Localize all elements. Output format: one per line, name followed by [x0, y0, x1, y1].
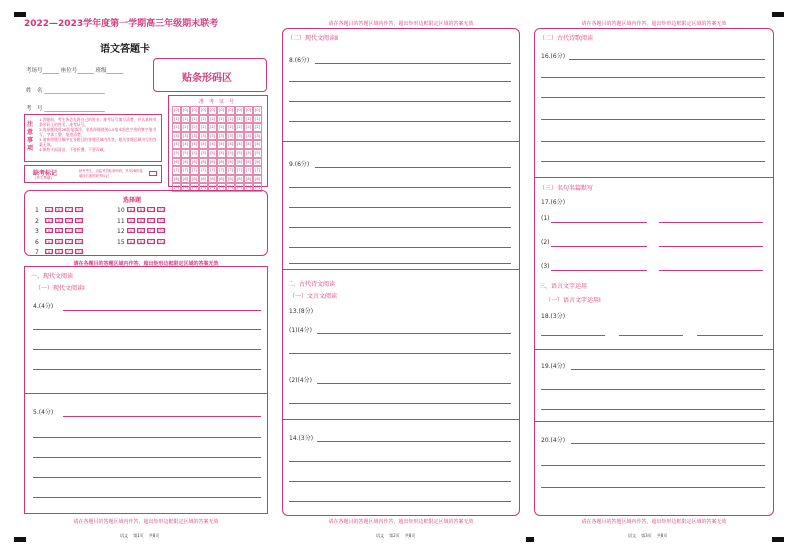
- answer-line[interactable]: [33, 437, 261, 438]
- answer-line[interactable]: [541, 141, 765, 142]
- answer-line[interactable]: [33, 457, 261, 458]
- digit-bubble[interactable]: [1]: [235, 115, 244, 124]
- answer-line[interactable]: [541, 409, 765, 410]
- absent-note: (考生禁填): [35, 176, 52, 180]
- digit-bubble[interactable]: [6]: [226, 158, 235, 167]
- digit-bubble[interactable]: [2]: [199, 123, 208, 132]
- option-bubble[interactable]: [C]: [148, 229, 154, 234]
- option-bubble[interactable]: [C]: [66, 250, 72, 255]
- answer-line[interactable]: [569, 59, 765, 60]
- footer-page-3: 语文 第3页 共8页: [628, 533, 668, 538]
- answer-line[interactable]: [289, 263, 511, 264]
- digit-bubble[interactable]: [4]: [208, 140, 217, 149]
- digit-bubble[interactable]: [8]: [217, 175, 226, 184]
- digit-bubble[interactable]: [0]: [199, 106, 208, 115]
- option-bubble[interactable]: [A]: [128, 208, 134, 213]
- option-bubble[interactable]: [C]: [148, 208, 154, 213]
- digit-bubble[interactable]: [2]: [253, 123, 262, 132]
- digit-bubble[interactable]: [9]: [244, 183, 253, 192]
- digit-grid[interactable]: [172, 106, 262, 192]
- option-bubble[interactable]: [B]: [56, 208, 62, 213]
- divider: [283, 141, 519, 142]
- digit-bubble[interactable]: [9]: [235, 183, 244, 192]
- digit-bubble[interactable]: [2]: [208, 123, 217, 132]
- question-number: 7: [35, 249, 39, 256]
- digit-bubble[interactable]: [0]: [208, 106, 217, 115]
- digit-bubble[interactable]: [2]: [235, 123, 244, 132]
- digit-bubble[interactable]: [2]: [190, 123, 199, 132]
- digit-bubble[interactable]: [4]: [226, 140, 235, 149]
- digit-bubble[interactable]: [8]: [226, 175, 235, 184]
- question-number: 10: [117, 207, 125, 214]
- option-bubble[interactable]: [D]: [158, 229, 165, 234]
- digit-bubble[interactable]: [7]: [199, 166, 208, 175]
- col1-warning-top: 请在各题目的答题区域内作答，超出矩形边框限定区域的答案无效: [73, 261, 219, 267]
- option-bubble[interactable]: [D]: [158, 208, 165, 213]
- digit-bubble[interactable]: [0]: [217, 106, 226, 115]
- mcq-row: [117, 207, 167, 214]
- answer-line[interactable]: [33, 477, 261, 478]
- answer-line[interactable]: [289, 207, 511, 208]
- digit-bubble[interactable]: [8]: [235, 175, 244, 184]
- digit-bubble[interactable]: [3]: [172, 132, 181, 141]
- answer-line[interactable]: [289, 101, 511, 102]
- digit-bubble[interactable]: [7]: [235, 166, 244, 175]
- col3-panel: [534, 28, 774, 516]
- col1-answer-box: [24, 266, 268, 514]
- digit-bubble[interactable]: [9]: [226, 183, 235, 192]
- option-bubble[interactable]: [D]: [158, 239, 165, 245]
- answer-line[interactable]: [289, 461, 511, 462]
- option-bubble[interactable]: [D]: [76, 250, 83, 255]
- question-9-label: 9.(6分): [289, 161, 310, 168]
- digit-bubble[interactable]: [1]: [253, 115, 262, 124]
- mcq-row: [35, 218, 85, 225]
- exam-title: 2022—2023学年度第一学期高三年级期末联考: [24, 19, 219, 29]
- subsection-famous-verses: （三）名句名篇默写: [539, 185, 594, 192]
- digit-bubble[interactable]: [3]: [190, 132, 199, 141]
- digit-bubble[interactable]: [0]: [244, 106, 253, 115]
- question-17-part-1: (1): [541, 215, 550, 222]
- question-17-part-2: (2): [541, 239, 550, 246]
- digit-bubble[interactable]: [9]: [172, 183, 181, 192]
- digit-bubble[interactable]: [5]: [181, 149, 190, 158]
- digit-bubble[interactable]: [1]: [244, 115, 253, 124]
- registration-mark-bottom-left: [14, 537, 26, 542]
- digit-bubble[interactable]: [8]: [190, 175, 199, 184]
- digit-bubble[interactable]: [3]: [208, 132, 217, 141]
- subsection-modern-reading-2: （二）现代文阅读Ⅱ: [287, 35, 338, 42]
- digit-bubble[interactable]: [9]: [181, 183, 190, 192]
- question-number: 12: [117, 228, 125, 235]
- mcq-row: [35, 249, 85, 256]
- notice-box: [24, 114, 162, 162]
- divider: [283, 269, 519, 270]
- question-18-label: 18.(3分): [541, 313, 566, 320]
- answer-line[interactable]: [289, 247, 511, 248]
- divider: [535, 177, 773, 178]
- digit-bubble[interactable]: [8]: [181, 175, 190, 184]
- answer-line[interactable]: [541, 119, 765, 120]
- answer-line[interactable]: [289, 403, 511, 404]
- section-modern-reading: 一、现代文阅读: [31, 273, 74, 280]
- exam-number-grid: [168, 95, 268, 190]
- notice-title: 注意事项: [27, 121, 34, 152]
- digit-bubble[interactable]: [4]: [253, 140, 262, 149]
- col2-warning-bottom: 请在各题目的答题区域内作答，超出矩形边框限定区域的答案无效: [328, 519, 474, 525]
- registration-mark-top-right: [772, 12, 784, 17]
- digit-bubble[interactable]: [5]: [208, 149, 217, 158]
- answer-line[interactable]: [551, 270, 647, 271]
- divider: [283, 419, 519, 420]
- answer-line[interactable]: [659, 246, 763, 247]
- mcq-row: [117, 239, 167, 246]
- digit-bubble[interactable]: [9]: [253, 183, 262, 192]
- digit-bubble[interactable]: [6]: [199, 158, 208, 167]
- col2-panel: [282, 28, 520, 516]
- registration-mark-bottom-mid: [526, 537, 534, 542]
- option-bubble[interactable]: [A]: [46, 218, 52, 224]
- answer-line[interactable]: [551, 222, 647, 223]
- answer-line[interactable]: [659, 222, 763, 223]
- answer-line[interactable]: [315, 63, 511, 64]
- answer-line[interactable]: [63, 416, 261, 417]
- digit-bubble[interactable]: [3]: [226, 132, 235, 141]
- option-bubble[interactable]: [A]: [46, 239, 52, 245]
- question-number: 1: [35, 207, 39, 214]
- option-bubble[interactable]: [C]: [66, 218, 72, 224]
- answer-line[interactable]: [619, 335, 683, 336]
- question-17-part-3: (3): [541, 263, 550, 270]
- digit-bubble[interactable]: [0]: [235, 106, 244, 115]
- digit-bubble[interactable]: [3]: [244, 132, 253, 141]
- option-bubble[interactable]: [B]: [56, 239, 62, 245]
- answer-line[interactable]: [33, 349, 261, 350]
- digit-bubble[interactable]: [4]: [199, 140, 208, 149]
- answer-line[interactable]: [33, 329, 261, 330]
- option-bubble[interactable]: [A]: [128, 239, 134, 245]
- field-exam-room: 考场号______ 座位号______ 班级______: [26, 68, 124, 74]
- answer-line[interactable]: [571, 369, 765, 370]
- digit-bubble[interactable]: [5]: [199, 149, 208, 158]
- digit-bubble[interactable]: [4]: [190, 140, 199, 149]
- digit-bubble[interactable]: [4]: [235, 140, 244, 149]
- digit-bubble[interactable]: [5]: [190, 149, 199, 158]
- question-4-label: 4.(4分): [33, 303, 54, 310]
- col3-warning-top: 请在各题目的答题区域内作答，超出矩形边框限定区域的答案无效: [581, 21, 727, 27]
- option-bubble[interactable]: [D]: [76, 239, 83, 245]
- subsection-language-use-1: （一）语言文字运用Ⅰ: [545, 297, 601, 304]
- subsection-poetry-reading: （二）古代诗歌阅读: [539, 35, 594, 42]
- digit-bubble[interactable]: [2]: [172, 123, 181, 132]
- absent-label: 缺考标记: [33, 170, 58, 177]
- answer-line[interactable]: [659, 270, 763, 271]
- digit-bubble[interactable]: [7]: [208, 166, 217, 175]
- section-classical-reading: 二、古代诗文阅读: [287, 281, 336, 288]
- question-number: 2: [35, 217, 39, 225]
- col3-warning-bottom: 请在各题目的答题区域内作答，超出矩形边框限定区域的答案无效: [581, 519, 727, 525]
- digit-bubble[interactable]: [3]: [217, 132, 226, 141]
- digit-bubble[interactable]: [0]: [172, 106, 181, 115]
- mcq-row: [35, 228, 85, 235]
- digit-bubble[interactable]: [7]: [172, 166, 181, 175]
- answer-line[interactable]: [289, 481, 511, 482]
- divider: [25, 393, 267, 394]
- footer-page-2: 语文 第2页 共8页: [376, 533, 416, 538]
- answer-line[interactable]: [289, 187, 511, 188]
- digit-bubble[interactable]: [7]: [226, 166, 235, 175]
- digit-bubble[interactable]: [5]: [172, 149, 181, 158]
- digit-bubble[interactable]: [1]: [172, 115, 181, 124]
- digit-bubble[interactable]: [5]: [217, 149, 226, 158]
- option-bubble[interactable]: [A]: [128, 218, 134, 224]
- option-bubble[interactable]: [D]: [76, 229, 83, 234]
- digit-bubble[interactable]: [1]: [181, 115, 190, 124]
- option-bubble[interactable]: [C]: [66, 208, 72, 213]
- question-16-label: 16.(6分): [541, 53, 566, 60]
- answer-line[interactable]: [697, 335, 763, 336]
- absent-text: 缺考考生，由监考员贴条形码，并用2B铅笔填涂右面的缺考标记: [79, 169, 143, 178]
- field-exam-number: 考 号 ______________________: [26, 106, 105, 112]
- option-bubble[interactable]: [B]: [56, 250, 62, 255]
- answer-line[interactable]: [541, 389, 765, 390]
- digit-bubble[interactable]: [7]: [253, 166, 262, 175]
- digit-bubble[interactable]: [7]: [181, 166, 190, 175]
- mcq-title: 选择题: [123, 197, 142, 204]
- option-bubble[interactable]: [C]: [148, 218, 154, 224]
- option-bubble[interactable]: [B]: [56, 218, 62, 224]
- question-number: 11: [117, 217, 125, 225]
- digit-bubble[interactable]: [8]: [253, 175, 262, 184]
- digit-bubble[interactable]: [2]: [217, 123, 226, 132]
- option-bubble[interactable]: [D]: [158, 218, 165, 224]
- digit-bubble[interactable]: [4]: [244, 140, 253, 149]
- answer-line[interactable]: [551, 246, 647, 247]
- exam-number-label: 准 考 证 号: [199, 99, 235, 105]
- question-20-label: 20.(4分): [541, 437, 566, 444]
- question-13-part-1: (1)(4分): [289, 327, 312, 334]
- digit-bubble[interactable]: [6]: [217, 158, 226, 167]
- answer-line[interactable]: [63, 310, 261, 311]
- digit-bubble[interactable]: [6]: [181, 158, 190, 167]
- answer-line[interactable]: [317, 441, 511, 442]
- digit-bubble[interactable]: [9]: [208, 183, 217, 192]
- mcq-row: [117, 218, 167, 225]
- section-language-use: 三、语言文字运用: [539, 283, 588, 290]
- absent-checkbox[interactable]: [149, 171, 157, 176]
- digit-bubble[interactable]: [0]: [226, 106, 235, 115]
- answer-line[interactable]: [317, 383, 511, 384]
- answer-line[interactable]: [33, 497, 261, 498]
- digit-bubble[interactable]: [8]: [244, 175, 253, 184]
- option-bubble[interactable]: [A]: [46, 250, 52, 255]
- digit-bubble[interactable]: [7]: [217, 166, 226, 175]
- digit-bubble[interactable]: [7]: [244, 166, 253, 175]
- digit-bubble[interactable]: [1]: [217, 115, 226, 124]
- digit-bubble[interactable]: [2]: [244, 123, 253, 132]
- digit-bubble[interactable]: [1]: [199, 115, 208, 124]
- digit-bubble[interactable]: [4]: [217, 140, 226, 149]
- answer-line[interactable]: [289, 353, 511, 354]
- digit-bubble[interactable]: [6]: [190, 158, 199, 167]
- mcq-row: [117, 228, 167, 235]
- digit-bubble[interactable]: [6]: [208, 158, 217, 167]
- digit-bubble[interactable]: [9]: [199, 183, 208, 192]
- mcq-row: [35, 239, 85, 246]
- digit-bubble[interactable]: [5]: [253, 149, 262, 158]
- answer-line[interactable]: [541, 487, 765, 488]
- digit-bubble[interactable]: [2]: [226, 123, 235, 132]
- mcq-panel: [24, 190, 268, 256]
- option-bubble[interactable]: [B]: [138, 208, 144, 213]
- col1-warning-bottom: 请在各题目的答题区域内作答，超出矩形边框限定区域的答案无效: [73, 519, 219, 525]
- barcode-label: 贴条形码区: [182, 73, 232, 84]
- question-5-label: 5.(4分): [33, 409, 54, 416]
- option-bubble[interactable]: [A]: [128, 229, 134, 234]
- option-bubble[interactable]: [A]: [46, 208, 52, 213]
- answer-line[interactable]: [315, 167, 511, 168]
- subsection-classical-prose: （一）文言文阅读: [289, 293, 338, 300]
- footer-page-1: 语文 第1页 共8页: [120, 533, 160, 538]
- digit-bubble[interactable]: [4]: [181, 140, 190, 149]
- answer-line[interactable]: [571, 443, 765, 444]
- digit-bubble[interactable]: [8]: [172, 175, 181, 184]
- digit-bubble[interactable]: [1]: [190, 115, 199, 124]
- option-bubble[interactable]: [B]: [138, 218, 144, 224]
- answer-line[interactable]: [541, 97, 765, 98]
- digit-bubble[interactable]: [8]: [199, 175, 208, 184]
- answer-sheet-title: 语文答题卡: [100, 44, 150, 55]
- digit-bubble[interactable]: [6]: [235, 158, 244, 167]
- question-8-label: 8.(6分): [289, 57, 310, 64]
- question-17-label: 17.(6分): [541, 199, 566, 206]
- answer-line[interactable]: [289, 81, 511, 82]
- notice-text: 1.答题前，考生务必先将自己的姓名、准考证号填写清楚，并认真核对条形码上的姓名、准考证号。 2.选择题使用2B铅笔填涂，非选择题使用0.5毫米黑色字迹的签字笔书写，字体工整、笔迹清楚。 3.请按照题号顺序在各题目的答题区域内作答，超出答题区域书写的答案无效。 4.保持卡面清洁，不要折叠，不要弄破。: [39, 117, 157, 152]
- answer-line[interactable]: [289, 501, 511, 502]
- digit-bubble[interactable]: [6]: [244, 158, 253, 167]
- digit-bubble[interactable]: [0]: [253, 106, 262, 115]
- answer-line[interactable]: [289, 121, 511, 122]
- digit-bubble[interactable]: [7]: [190, 166, 199, 175]
- option-bubble[interactable]: [D]: [76, 208, 83, 213]
- digit-bubble[interactable]: [1]: [226, 115, 235, 124]
- option-bubble[interactable]: [A]: [46, 229, 52, 234]
- digit-bubble[interactable]: [0]: [190, 106, 199, 115]
- answer-line[interactable]: [541, 161, 765, 162]
- digit-bubble[interactable]: [6]: [172, 158, 181, 167]
- digit-bubble[interactable]: [9]: [217, 183, 226, 192]
- divider: [535, 349, 773, 350]
- digit-bubble[interactable]: [8]: [208, 175, 217, 184]
- option-bubble[interactable]: [B]: [138, 229, 144, 234]
- digit-bubble[interactable]: [5]: [235, 149, 244, 158]
- digit-bubble[interactable]: [0]: [181, 106, 190, 115]
- question-number: 15: [117, 238, 125, 246]
- divider: [535, 421, 773, 422]
- answer-line[interactable]: [541, 335, 605, 336]
- question-13-label: 13.(8分): [289, 308, 314, 315]
- digit-bubble[interactable]: [1]: [208, 115, 217, 124]
- option-bubble[interactable]: [D]: [76, 218, 83, 224]
- registration-mark-bottom-right: [772, 537, 784, 542]
- mcq-row: [35, 207, 85, 214]
- option-bubble[interactable]: [C]: [66, 229, 72, 234]
- question-19-label: 19.(4分): [541, 363, 566, 370]
- digit-bubble[interactable]: [9]: [190, 183, 199, 192]
- digit-bubble[interactable]: [3]: [199, 132, 208, 141]
- answer-line[interactable]: [289, 227, 511, 228]
- digit-bubble[interactable]: [5]: [244, 149, 253, 158]
- digit-bubble[interactable]: [3]: [253, 132, 262, 141]
- answer-line[interactable]: [541, 77, 765, 78]
- barcode-area: [153, 58, 267, 92]
- field-name: 姓 名 ______________________: [26, 88, 105, 94]
- digit-bubble[interactable]: [4]: [172, 140, 181, 149]
- digit-bubble[interactable]: [6]: [253, 158, 262, 167]
- question-number: 6: [35, 238, 39, 246]
- answer-line[interactable]: [33, 369, 261, 370]
- question-14-label: 14.(3分): [289, 435, 314, 442]
- col2-warning-top: 请在各题目的答题区域内作答，超出矩形边框限定区域的答案无效: [328, 21, 474, 27]
- option-bubble[interactable]: [C]: [66, 239, 72, 245]
- question-13-part-2: (2)(4分): [289, 377, 312, 384]
- subsection-modern-reading-1: （一）现代文阅读Ⅰ: [35, 285, 85, 292]
- digit-bubble[interactable]: [3]: [235, 132, 244, 141]
- digit-bubble[interactable]: [3]: [181, 132, 190, 141]
- option-bubble[interactable]: [B]: [138, 239, 144, 245]
- digit-bubble[interactable]: [5]: [226, 149, 235, 158]
- option-bubble[interactable]: [C]: [148, 239, 154, 245]
- question-number: 3: [35, 228, 39, 235]
- answer-line[interactable]: [541, 465, 765, 466]
- option-bubble[interactable]: [B]: [56, 229, 62, 234]
- answer-line[interactable]: [317, 333, 511, 334]
- absent-mark-box: [24, 165, 162, 183]
- digit-bubble[interactable]: [2]: [181, 123, 190, 132]
